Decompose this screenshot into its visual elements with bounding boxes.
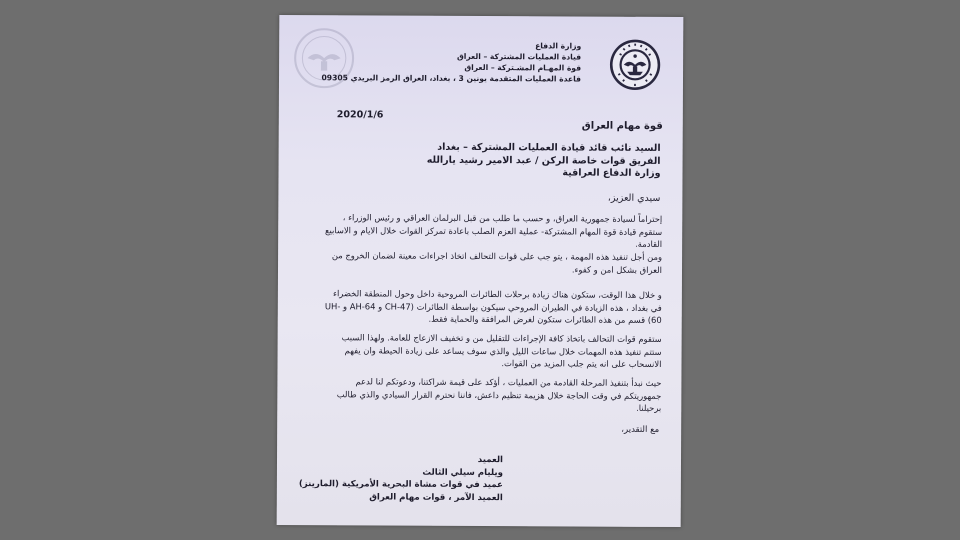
- body-paragraph-2: ومن أجل تنفيذ هذه المهمة ، يتو جب على قوات التحالف اتخاذ اجراءات معينة لضمان الخروج من العراق بشكل امن و كفوء.: [331, 250, 663, 275]
- letterhead-task-force: قوة المهـام المشـتركة – العراق: [464, 62, 582, 73]
- closing-line: مع التقدير،: [621, 424, 660, 435]
- body-paragraph-4: ستقوم قوات التحالف باتخاذ كافة الإجراءات للتقليل من و تخفيف الازعاج للعامة. ولهذا السبب ستتم تنفيذ هذه المهمات خلال ساعات الليل والذي سوف يساعد على زيادة الحيطة وان يفهم الانسحاب على انه يتم جلب المزيد من القوات.: [341, 332, 662, 369]
- signature-name: ويليام سيلي الثالث: [422, 467, 503, 478]
- body-paragraph-5: حيث نبدأ بتنفيذ المرحلة القادمة من العمليات ، أؤكد على قيمة شراكتنا، ودعوتكم لنا لدعم جمهوريتكم في وقت الحاجة خلال هزيمة تنظيم داعش، فاننا نحترم القرار السيادي والذي طالب برحيلنا.: [336, 376, 662, 413]
- letter-page: [277, 15, 684, 527]
- signature-block: [298, 453, 504, 504]
- addressee-line: الفريق قوات خاصة الركن / عبد الامير رشيد يارالله: [426, 154, 661, 167]
- letterhead-joint-command: قيادة العمليات المشتركة – العراق: [456, 51, 582, 62]
- letterhead-address: قاعدة العمليات المتقدمة يونين 3 ، بغداد، العراق الرمز البريدي 09305: [321, 73, 582, 84]
- body-paragraph-1: إحتراماً لسيادة جمهورية العراق، و حسب ما طلب من قبل البرلمان العراقي و رئيس الوزراء ، ستقوم قيادة قوة المهام المشتركة- عملية العزم الصلب باعادة تمركز القوات خلال الايام و الاسابيع القادمة.: [324, 212, 663, 249]
- task-force-title: قوة مهام العراق: [581, 120, 663, 132]
- addressee-line: وزارة الدفاع العراقية: [562, 167, 661, 179]
- department-of-defense-seal-icon: [609, 39, 661, 91]
- signature-rank: العميد: [477, 454, 504, 466]
- addressee-block: [330, 141, 660, 180]
- letter-date: 2020/1/6: [336, 109, 384, 121]
- body-paragraph-3: و خلال هذا الوقت، ستكون هناك زيادة برحلات الطائرات المروحية داخل وحول المنطقة الخضراء في بغداد ، هذه الزيادة في الطيران المروحي سيكون بواسطة الطائرات (CH-47 و AH-64 و UH-60) قسم من هذه الطائرات ستكون لغرض المرافقة والحماية فقط.: [324, 288, 662, 325]
- signature-title: عميد في قوات مشاة البحرية الأمريكية (المارينز): [298, 479, 503, 491]
- addressee-line: السيد نائب قائد قيادة العمليات المشتركة – بغداد: [437, 141, 661, 154]
- salutation: سيدي العزيز،: [607, 192, 661, 204]
- signature-command: العميد الآمر ، قوات مهام العراق: [369, 491, 503, 503]
- letterhead: [321, 39, 582, 84]
- letterhead-ministry: وزارة الدفاع: [535, 41, 582, 51]
